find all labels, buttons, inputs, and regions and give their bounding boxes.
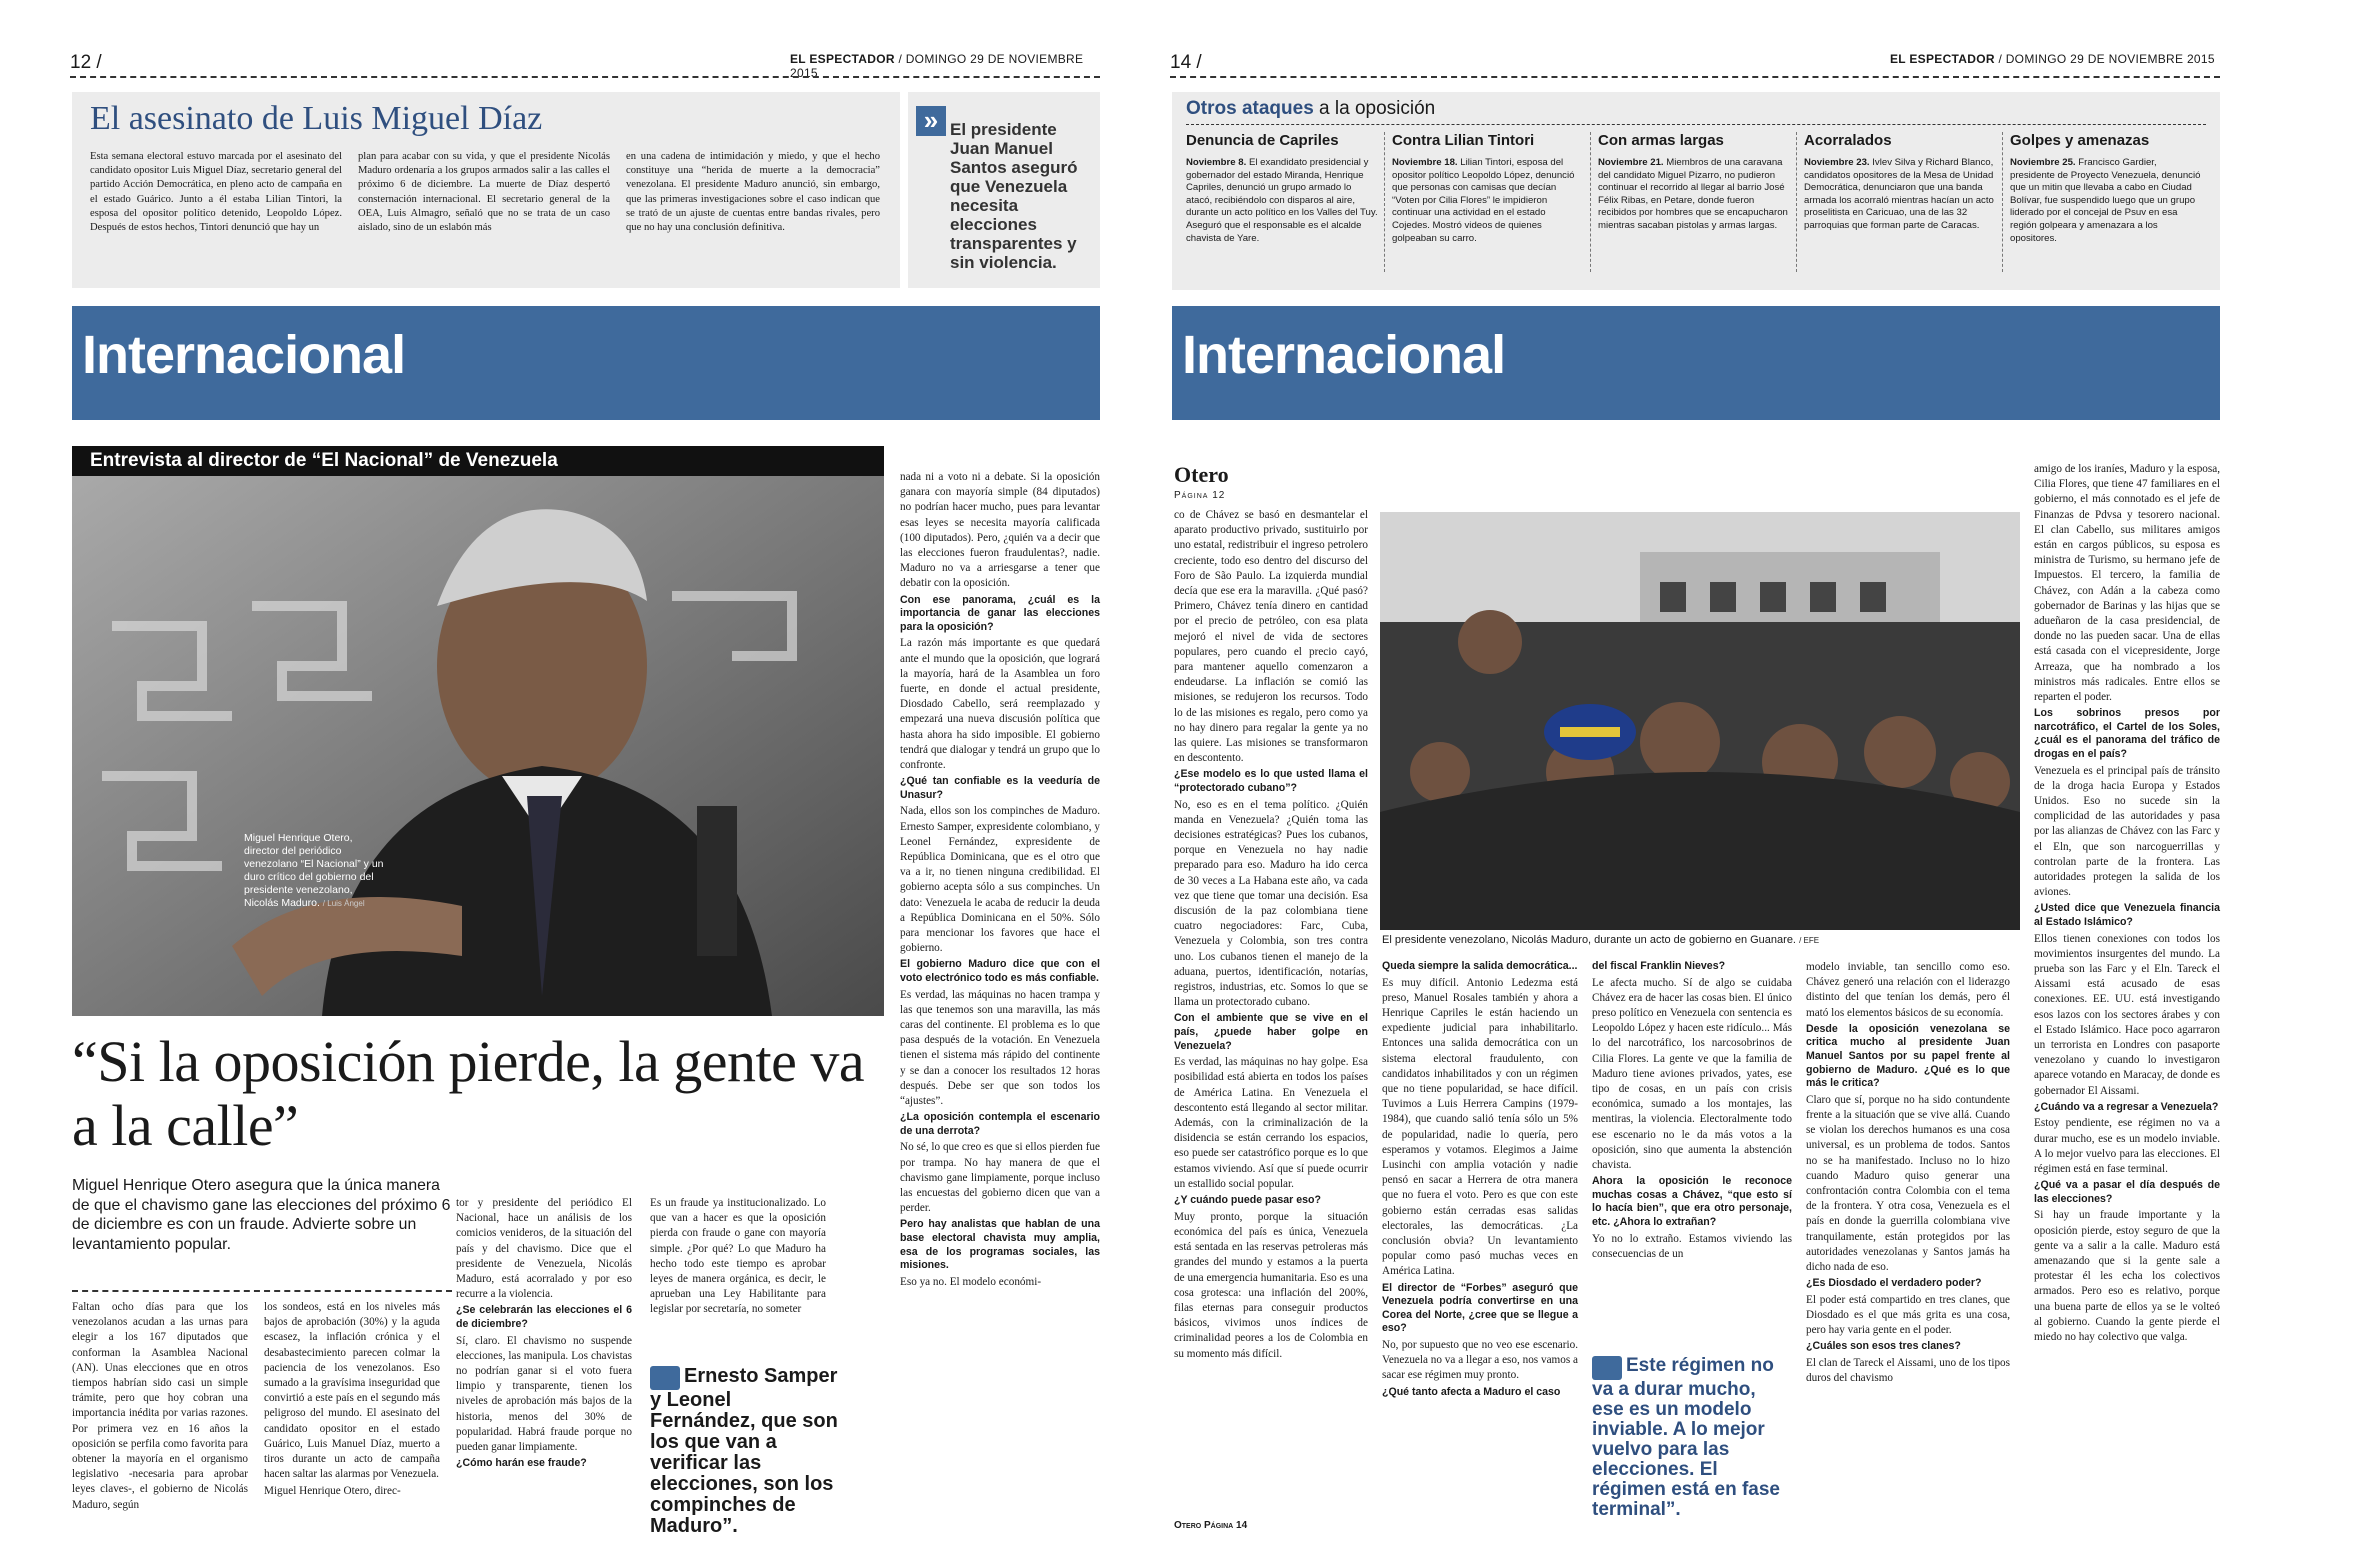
- paragraph: co de Chávez se basó en desmantelar el aparato productivo privado, sustituirlo por uno estatal, redistribuir el ingreso petrolero creciente, todo eso dentro del discurso del Foro de São Paulo. La izquierda mundial decía que ese era la maravilla. ¿Qué pasó? Primero, Chávez tenía dinero en cantidad por el precio de petróleo, con esa plata mejoró el nivel de vida de sectores populares, pero cuando el precio cayó, para mantener aquello comenzaron a endeudarse. La inflación se comió las misiones, se redujeron los recursos. Todo lo de las misiones es regalo, pero como ya no hay dinero para regalar la gente ya no las quiere. Las misiones se transformaron en descontento.: [1174, 509, 1368, 765]
- brief-col-2: plan para acabar con su vida, y que el presidente Nicolás Maduro ordenaría a los grupos armados salir a las calles el próximo 6 de diciembre. La muerte de Díaz despertó consternación internacional. El secretario general de la OEA, Luis Almagro, señaló que no se trata de un caso aislado, sino de un eslabón más: [358, 151, 610, 234]
- ataque-divider: [1590, 132, 1591, 272]
- folio: 12 /: [70, 52, 102, 73]
- ataque-heading: Golpes y amenazas: [2010, 132, 2150, 149]
- top-rule: [70, 76, 1100, 78]
- photo-caption-text: Miguel Henrique Otero, director del periódico venezolano “El Nacional” y un duro crítico del gobierno del presidente venezolano, Nicolás Maduro.: [244, 832, 384, 909]
- interview-question: ¿Se celebrarán las elecciones el 6 de diciembre?: [456, 1304, 632, 1331]
- interview-question: ¿Cuándo va a regresar a Venezuela?: [2034, 1100, 2219, 1113]
- left-page: [0, 0, 1100, 1542]
- interview-question: del fiscal Franklin Nieves?: [1592, 960, 1726, 972]
- paragraph: Nada, ellos son los compinches de Maduro. Ernesto Samper, expresidente colombiano, y Leonel Fernández, expresidente de República Dominicana, que es el otro que va a ir, no tienen ninguna credibilidad. El gobierno acepta sólo a sus compinches. Un dato: Venezuela le acaba de reducir la deuda a República Dominicana en el 50%. Sólo para mencionar los favores que hace el gobierno.: [900, 805, 1100, 955]
- jump-page: Página 12: [1174, 490, 1226, 501]
- ataque-heading: Con armas largas: [1598, 132, 1724, 149]
- ataque-divider: [2002, 132, 2003, 272]
- interview-question: ¿Cuáles son esos tres clanes?: [1806, 1340, 1961, 1353]
- ataque-date: Noviembre 8.: [1186, 157, 1247, 168]
- paragraph: No, eso es en el tema político. ¿Quién manda en Venezuela? ¿Quién toma las decisiones estratégicas? Pues los cubanos, porque en Venezuela no hay nadie preparado para eso. Maduro ha ido cerca de 30 veces a La Habana este año, va cada vez que tiene que tomar una decisión. Esa discusión de la paz colombiana tiene cuatro negociadores: Farc, Cuba, Venezuela y Colombia, son tres contra uno. Los cubanos tienen el manejo de la aduana, puertos, identificación, notarías, registros, industrias, etc. Somos lo que se llama un protectorado cubano.: [1174, 798, 1368, 1009]
- interview-question: El director de “Forbes” aseguró que Venezuela podría convertirse en una Corea del Norte, ¿cree que se llegue a eso?: [1382, 1281, 1578, 1335]
- ataque-date: Noviembre 18.: [1392, 157, 1458, 168]
- ataques-subtitle: a la oposición: [1319, 98, 1436, 119]
- paragraph: Venezuela es el principal país de tránsito de la droga hacia Europa y Estados Unidos. Eso no sucede sin la complicidad de las autoridades y pasa por las alianzas de Chávez con las Farc y el Eln, que son narcoguerrillas y controlan parte de la frontera. Las autoridades protegen la salida de los aviones.: [2034, 764, 2220, 899]
- paragraph: los sondeos, está en los niveles más bajos de aprobación (30%) y la aguda escasez, la inflación crónica y el desabastecimiento parecen colmar la paciencia de los venezolanos. Eso sumado a la gravísima inseguridad que convirtió a este país en el segundo más peligroso del mundo. El asesinato del candidato opositor en el estado Guárico, Luis Manuel Díaz, muerto a tiros durante un acto de campaña hacen saltar las alarmas por Venezuela.: [264, 1301, 440, 1481]
- interview-question: ¿Y cuándo puede pasar eso?: [1174, 1194, 1321, 1207]
- issue-date: / DOMINGO 29 DE NOVIEMBRE 2015: [1998, 52, 2215, 66]
- paragraph: Es muy difícil. Antonio Ledezma está preso, Manuel Rosales también y ahora a Henrique Capriles le están haciendo un expediente judicial para inhabilitarlo. Entonces una salida democrática con un sistema electoral fraudulento, con candidatos inhabilitados y con un régimen que no tiene popularidad, se hace difícil. Tuvimos a Luis Herrera Campins (1979-1984), que cuando salió tenía sólo un 5% de popularidad, nadie lo quería, pero esperamos y votamos. Elegimos a Jaime Lusinchi con amplia votación y nadie pensó en sacar a Herrera de otra manera que no fuera el voto. Pero es que con este gobierno están cerradas esas salidas electorales, las democráticas. ¿La conclusión obvia? Un levantamiento popular como pasó muchas veces en América Latina.: [1382, 976, 1578, 1278]
- interview-question: Los sobrinos presos por narcotráfico, el Cartel de los Soles, ¿cuál es el panorama del tráfico de drogas en el país?: [2034, 707, 2220, 761]
- ataque-text: Lilian Tintori, esposa del opositor político Leopoldo López, denunció que personas con camisas que decían “Voten por Cilia Flores” le impidieron continuar una actividad en el estado Cojedes. Mostró videos de quienes golpeaban su carro.: [1392, 157, 1575, 244]
- paper-name: EL ESPECTADOR: [1890, 52, 1995, 66]
- body-col-3: [456, 1196, 632, 1473]
- photo-credit: / Luis Ángel: [322, 899, 365, 908]
- section-title: Internacional: [1182, 325, 1506, 385]
- paragraph: Sí, claro. El chavismo no suspende elecciones, las manipula. Los chavistas no podrían ganar si el voto fuera limpio y transparente, tienen los niveles de aprobación más bajos de la historia, menos del 30% de popularidad. Habrá fraude porque no pueden ganar limpiamente.: [456, 1334, 632, 1454]
- ataque-date: Noviembre 25.: [2010, 157, 2076, 168]
- brief-col-3: en una cadena de intimidación y miedo, y que el hecho constituye una “herida de muerte a la democracia” venezolana. El presidente Maduro anunció, sin embargo, que las primeras investigaciones sobre el caso indican que se trató de un ajuste de cuentas entre bandas rivales, pero que no hay una conclusión definitiva.: [626, 151, 880, 234]
- lower-column-2: [1592, 960, 1792, 1264]
- ataque-heading: Denuncia de Capriles: [1186, 132, 1339, 149]
- lead-rule: [72, 1290, 452, 1292]
- interview-question: Ahora la oposición le reconoce muchas cosas a Chávez, “que esto sí lo hacía bien”, que era otro personaje, etc. ¿Ahora lo extrañan?: [1592, 1175, 1792, 1229]
- brief-side-quote: El presidente Juan Manuel Santos aseguró que Venezuela necesita elecciones transparentes y sin violencia.: [950, 120, 1078, 272]
- paragraph: No, por supuesto que no veo ese escenario. Venezuela no va a llegar a eso, nos vamos a sacar ese régimen muy pronto.: [1382, 1339, 1578, 1382]
- ataque-date: Noviembre 23.: [1804, 157, 1870, 168]
- folio: 14 /: [1170, 52, 1202, 73]
- paragraph: Yo no lo extraño. Estamos viviendo las consecuencias de un: [1592, 1232, 1792, 1260]
- ataque-item: [1804, 132, 1996, 282]
- interview-question: ¿Ese modelo es lo que usted llama el “protectorado cubano”?: [1174, 768, 1368, 795]
- ataque-text: Francisco Gardier, presidente de Proyecto Venezuela, denunció que un mitin que llevaba a cabo en Ciudad Bolívar, fue suspendido luego que un grupo liderado por el concejal de Psuv en esa región golpeara y amenazara a los opositores.: [2010, 157, 2201, 244]
- ataque-body: [2010, 157, 2202, 245]
- paragraph: Faltan ocho días para que los venezolanos acudan a las urnas para elegir a los 167 diputados que conforman la Asamblea Nacional (AN). Unas elecciones que en otros tiempos habrían sido casi un simple trámite, pero que hoy cobran una importancia inédita por varias razones. Por primera vez en 16 años la oposición se perfila como favorita para obtener la mayoría en el organismo legislativo -necesaria para aprobar leyes claves-, el gobierno de Nicolás Maduro, según: [72, 1301, 248, 1511]
- interview-question: Queda siempre la salida democrática...: [1382, 960, 1578, 972]
- brief-box: [72, 92, 900, 288]
- issue-date: / DOMINGO 29 DE NOVIEMBRE 2015: [790, 52, 1084, 80]
- column-4: [2034, 462, 2220, 1347]
- interview-question: ¿Qué tanto afecta a Maduro el caso: [1382, 1385, 1561, 1398]
- ataque-text: El exandidato presidencial y gobernador del estado Miranda, Henrique Capriles, denunció un grupo armado lo atacó, recibiéndolo con disparos al aire, durante un acto político en los Valles del Tuy. Aseguró que el responsable es el alcalde chavista de Yare.: [1186, 157, 1378, 244]
- ataque-item: [1392, 132, 1584, 282]
- section-title: Internacional: [82, 325, 406, 385]
- section-band: [1172, 306, 2220, 420]
- top-rule: [1170, 76, 2220, 78]
- photo-caption: [244, 832, 384, 910]
- quote-icon: [1592, 1356, 1622, 1380]
- lower-column-1: [1382, 960, 1578, 1401]
- running-head: [1890, 52, 2215, 66]
- paragraph: El clan de Tareck el Aissami, uno de los tipos duros del chavismo: [1806, 1357, 2010, 1385]
- lower-column-3: [1806, 960, 2010, 1388]
- ataque-body: [1598, 157, 1790, 233]
- paragraph: Claro que sí, porque no ha sido contundente frente a la situación que se vive allá. Cuando se violan los derechos humanos es una cosa universal, es un problema de todos. Santos no se ha manifestado. Incluso no lo hizo cuando Maduro quiso generar una confrontación contra Colombia con el tema de la frontera. Y otra cosa, Venezuela es el país en donde la guerrilla colombiana vive tranquilamente, están protegidos por las autoridades venezolanas y Santos jamás ha dicho nada de eso.: [1806, 1093, 2010, 1274]
- rally-caption: [1382, 934, 2022, 946]
- rally-caption-text: El presidente venezolano, Nicolás Maduro, durante un acto de gobierno en Guanare.: [1382, 934, 1796, 946]
- pullquote: [1592, 1356, 1788, 1520]
- paragraph: No sé, lo que creo es que si ellos pierden fue por trampa. No hay manera de que el chavismo gane limpiamente, porque incluso las encuestas del gobierno dicen que van a perder.: [900, 1141, 1100, 1215]
- ataque-body: [1392, 157, 1584, 245]
- paragraph: Estoy pendiente, ese régimen no va a durar mucho, ese es un modelo inviable. A lo mejor vuelvo para las elecciones. El régimen está en fase terminal.: [2034, 1117, 2220, 1176]
- interview-question: ¿La oposición contempla el escenario de una derrota?: [900, 1111, 1100, 1137]
- paragraph: Es verdad, las máquinas no hay golpe. Esa posibilidad está abierta en todos los países de América Latina. En Venezuela el descontento está llegando al sector militar. Además, con la criminalización de la disidencia se están cerrando los espacios, eso puede ser catastrófico porque es lo que estamos viviendo. Así que sí puede ocurrir un estallido social popular.: [1174, 1056, 1368, 1190]
- paragraph: tor y presidente del periódico El Nacional, hace un análisis de los comicios venideros, de la situación del país y del chavismo. Dice que el presidente de Venezuela, Nicolás Maduro, está acorralado y por eso recurre a la violencia.: [456, 1197, 632, 1301]
- interview-photo-svg: [72, 476, 884, 1016]
- paragraph: Es un fraude ya institucionalizado. Lo que van a hacer es que la oposición pierda con fraude o gane con mayoría simple. ¿Por qué? Lo que Maduro ha hecho todo este tiempo es aprobar leyes de manera orgánica, es decir, le aprueban una Ley Habilitante para legislar por secretaría, no someter: [650, 1197, 826, 1316]
- rally-photo-svg: [1380, 512, 2020, 930]
- ataque-body: [1186, 157, 1378, 245]
- lead: Miguel Henrique Otero asegura que la única manera de que el chavismo gane las elecciones del próximo 6 de diciembre es con un fraude. Advierte sobre un levantamiento popular.: [72, 1177, 451, 1253]
- paragraph: La razón más importante es que quedará ante el mundo que la oposición, que logrará la mayoría, hará de la Asamblea un foro fuerte, en donde el actual presidente, Diosdado Cabello, será reemplazado y empezará una nueva discusión política que hasta ahora ha sido imposible. El gobierno tendrá que dialogar y tendrá un grupo que lo confronte.: [900, 637, 1100, 772]
- paragraph: Miguel Henrique Otero, direc-: [264, 1485, 401, 1498]
- paragraph: Ellos tienen conexiones con todos los movimientos insurgentes del mundo. La prueba son las Farc y el Eln. Tareck el Aissami está acusado de esas conexiones. EE. UU. está investigando esos lazos con los sectores árabes y con el Estado Islámico. Hace poco agarraron un terrorista en Londres con pasaporte venezolano y cuando lo investigaron aparece votando en Maracay, de donde es gobernador El Aissami.: [2034, 932, 2220, 1097]
- body-col-4: [650, 1196, 826, 1320]
- interview-photo: [72, 476, 884, 1016]
- paragraph: amigo de los iraníes, Maduro y la esposa, Cilia Flores, que tiene 47 familiares en el gobierno, el más connotado es el jefe de Finanzas de Pdvsa y tesorero nacional. El clan Cabello, sus militares amigos están en cargos públicos, su esposa es ministra de Turismo, su hermano jefe de Impuestos. El tercero, la familia de Chávez, con Adán a la cabeza como gobernador de Barinas y las hijas que se adueñaron de la casa presidencial, de donde no las pueden sacar. Una de ellas está casada con el vicepresidente, Jorge Arreaza, que ha nombrado a los ministros más radicales. Entre ellos se reparten el poder.: [2034, 463, 2220, 704]
- interview-question: ¿Cómo harán ese fraude?: [456, 1457, 587, 1470]
- double-chevron-icon: »: [916, 106, 946, 136]
- ataque-item: [2010, 132, 2202, 282]
- column-1: [1174, 508, 1368, 1364]
- paragraph: Eso ya no. El modelo económi-: [900, 1275, 1042, 1288]
- kicker: Entrevista al director de “El Nacional” de Venezuela: [72, 446, 884, 476]
- section-band: [72, 306, 1100, 420]
- body-col-1: [72, 1300, 248, 1515]
- jump-out: Otero Página 14: [1174, 1520, 1248, 1531]
- paragraph: El poder está compartido en tres clanes, que Diosdado es el que más grita es una cosa, pero hay varia gente en el poder.: [1806, 1293, 2010, 1337]
- rally-photo: [1380, 512, 2020, 930]
- paragraph: Es verdad, las máquinas no hacen trampa y las que tenemos son una maravilla, las más caras del continente. El problema es lo que pasa después de la votación. En Venezuela tienen el sistema más rápido del continente y se dan a conocer los resultados 12 horas después. Debe ser que son todos los “ajustes”.: [900, 988, 1100, 1108]
- paragraph: modelo inviable, tan sencillo como eso. Chávez generó una relación con el liderazgo distinto del que tenían los demás, pero él mató los elementos básicos de su economía.: [1806, 961, 2010, 1019]
- ataque-divider: [1796, 132, 1797, 272]
- interview-question: Desde la oposición venezolana se critica mucho al presidente Juan Manuel Santos por su papel frente al gobierno de Maduro. ¿Qué es lo que más le critica?: [1806, 1022, 2010, 1090]
- interview-question: ¿Qué tan confiable es la veeduría de Unasur?: [900, 775, 1100, 801]
- paper-name: EL ESPECTADOR: [790, 52, 895, 66]
- paragraph: nada ni a voto ni a debate. Si la oposición ganara con mayoría simple (84 diputados) no podrían hacer mucho, pues para levantar esas leyes se necesita mayoría calificada (100 diputados). Pero, ¿quién va a decir que las elecciones fueron fraudulentas?, nadie. Maduro no va a arriesgarse a tener que debatir con la oposición.: [900, 471, 1100, 590]
- ataques-title: Otros ataques: [1186, 98, 1314, 119]
- ataques-rule: [1186, 124, 2206, 125]
- paragraph: Si hay un fraude importante y la oposición pierde, estoy seguro de que la gente va a salir a la calle. Maduro está amenazando que si la gente sale a protestar él les echa los colectivos armados. Pero eso es relativo, porque una buena parte de ellos ya se le volteó al gobierno. Cuando la gente pierde el miedo no hay colectivo que valga.: [2034, 1209, 2220, 1344]
- interview-question: ¿Usted dice que Venezuela financia al Estado Islámico?: [2034, 902, 2220, 929]
- ataque-item: [1186, 132, 1378, 282]
- jump-head: Otero: [1174, 462, 1229, 487]
- pullquote-text: Este régimen no va a durar mucho, ese es un modelo inviable. A lo mejor vuelvo para las elecciones. El régimen está en fase terminal”.: [1592, 1355, 1780, 1520]
- ataques-heading: [1186, 98, 1435, 120]
- brief-title: El asesinato de Luis Miguel Díaz: [90, 100, 543, 137]
- interview-question: Con ese panorama, ¿cuál es la importancia de ganar las elecciones para la oposición?: [900, 593, 1100, 633]
- pullquote: [650, 1366, 840, 1537]
- ataque-heading: Acorralados: [1804, 132, 1892, 149]
- quote-icon: [650, 1366, 680, 1390]
- interview-question: Con el ambiente que se vive en el país, ¿puede haber golpe en Venezuela?: [1174, 1012, 1368, 1052]
- body-col-2: [264, 1300, 440, 1502]
- ataque-text: Ivlev Silva y Richard Blanco, candidatos opositores de la Mesa de Unidad Democrática, denunciaron que una banda armada los acorraló mientras hacían un acto proselitista en Caricuao, una de las 32 parroquias que forman parte de Caracas.: [1804, 157, 1994, 231]
- interview-question: ¿Qué va a pasar el día después de las elecciones?: [2034, 1179, 2220, 1205]
- paragraph: Le afecta mucho. Sí de algo se cuidaba Chávez era de hacer las cosas bien. El único preso político en Venezuela con sentencia es Leopoldo López y hacen este ridículo... Más lo del narcotráfico, los narcosobrinos de Cilia Flores. La gente ve que la familia de Maduro tiene aviones privados, yates, ese tipo de cosas, en un país con crisis económica, sumado a los montajes, las mentiras, la violencia. Electoralmente todo ese escenario no le da más votos a la oposición, sino que aumenta la abstención chavista.: [1592, 976, 1792, 1172]
- right-column: [900, 470, 1100, 1292]
- interview-question: Pero hay analistas que hablan de una base electoral chavista muy amplia, esa de los programas sociales, las misiones.: [900, 1218, 1100, 1272]
- pullquote-text: Ernesto Samper y Leonel Fernández, que son los que van a verificar las elecciones, son los compinches de Maduro”.: [650, 1365, 838, 1537]
- ataque-text: Miembros de una caravana del candidato Miguel Pizarro, no pudieron continuar el recorrido al llegar al barrio José Félix Ribas, en Petare, donde fueron recibidos por hombres que se encapucharon mientras sacaban pistolas y armas largas.: [1598, 157, 1788, 231]
- interview-question: ¿Es Diosdado el verdadero poder?: [1806, 1277, 1982, 1290]
- ataque-item: [1598, 132, 1790, 282]
- ataques-box: [1172, 92, 2220, 290]
- brief-col-1: Esta semana electoral estuvo marcada por el asesinato del candidato opositor Luis Miguel Díaz, secretario general del partido Acción Democrática, en pleno acto de campaña en el estado Guárico. Junto a él estaba Lilian Tintori, la esposa del opositor político detenido, Leopoldo López. Después de estos hechos, Tintori denunció que hay un: [90, 151, 342, 234]
- headline: “Si la oposición pierde, la gente va a la calle”: [72, 1029, 865, 1158]
- ataque-divider: [1384, 132, 1385, 272]
- right-page: [1130, 0, 2362, 1542]
- ataque-date: Noviembre 21.: [1598, 157, 1664, 168]
- interview-question: El gobierno Maduro dice que con el voto electrónico todo es más confiable.: [900, 958, 1100, 985]
- ataque-body: [1804, 157, 1996, 233]
- brief-side-box: [908, 92, 1100, 288]
- ataque-heading: Contra Lilian Tintori: [1392, 132, 1535, 149]
- paragraph: Muy pronto, porque la situación económica del país es única, Venezuela está sentada en las reservas petroleras más grandes del mundo y estamos a la puerta de una emergencia humanitaria. Eso es una cosa grotesca: una inflación del 200%, filas eternas para conseguir productos básicos, vivimos unos índices de criminalidad peores a los de Colombia en su momento más difícil.: [1174, 1210, 1368, 1360]
- rally-credit: / EFE: [1799, 936, 1820, 945]
